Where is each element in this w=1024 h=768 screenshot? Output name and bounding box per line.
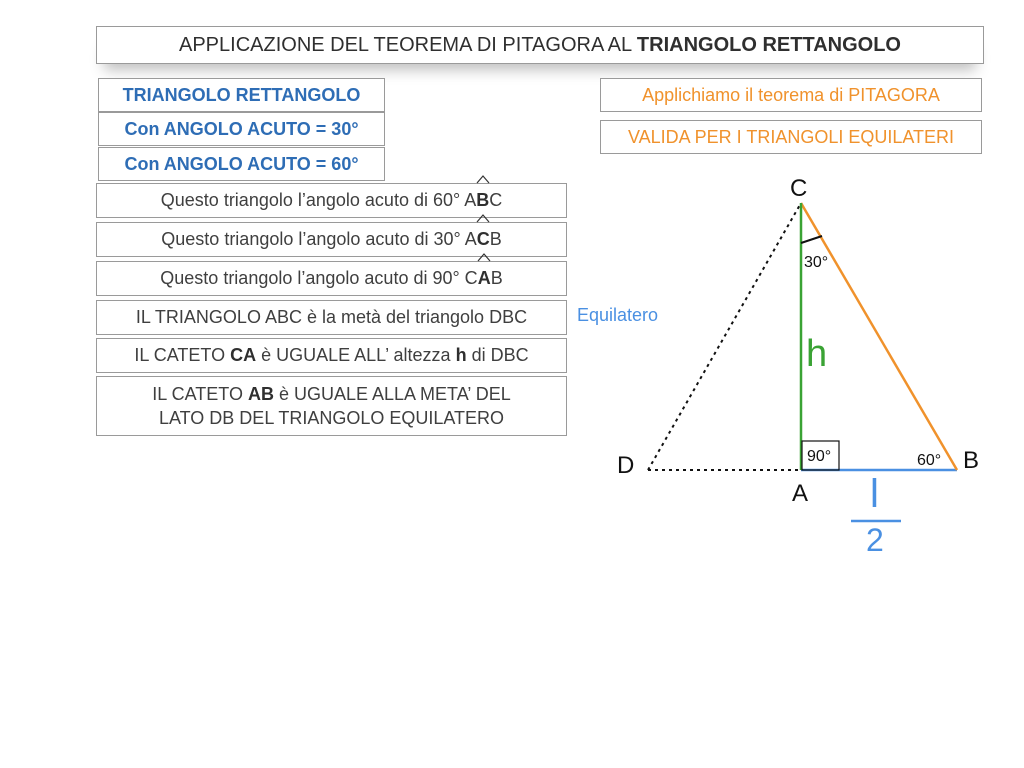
row3-end: B: [490, 268, 503, 288]
vertex-b-label: B: [963, 447, 980, 474]
row2-text: Questo triangolo l’angolo acuto di 30° A: [161, 229, 477, 249]
fraction-denominator: 2: [866, 522, 884, 558]
angle-c-label: 30°: [804, 254, 829, 271]
vertex-c-label: C: [790, 175, 808, 202]
row5-e: di DBC: [466, 345, 529, 365]
row3-vertex-letter: A: [477, 268, 491, 288]
row5-c: è UGUALE ALL’ altezza: [256, 345, 456, 365]
apply-text: Applichiamo il teorema di PITAGORA: [642, 84, 940, 105]
row6-c: è UGUALE ALLA META’ DEL: [273, 384, 511, 404]
dashed-side-dc: [648, 203, 801, 470]
angle-30-text: Con ANGOLO ACUTO = 30°: [124, 118, 359, 139]
title-bold: TRIANGOLO RETTANGOLO: [636, 33, 901, 56]
angle-a-label: 90°: [807, 448, 832, 465]
row6-b: AB: [247, 384, 274, 404]
row6-line2: LATO DB DEL TRIANGOLO EQUILATERO: [158, 408, 505, 428]
heading-text: TRIANGOLO RETTANGOLO: [122, 84, 361, 105]
angle-b-label: 60°: [917, 452, 942, 469]
row4-text: IL TRIANGOLO ABC è la metà del triangolo DBC: [135, 307, 528, 327]
label-equilatero: Equilatero: [577, 305, 659, 325]
row1-text: Questo triangolo l’angolo acuto di 60° A: [160, 190, 477, 210]
row5-a: IL CATETO: [134, 345, 231, 365]
row3-text: Questo triangolo l’angolo acuto di 90° C: [160, 268, 478, 288]
row1-end: C: [489, 190, 503, 210]
row6-a: IL CATETO: [152, 384, 248, 404]
angle-60-text: Con ANGOLO ACUTO = 60°: [124, 153, 359, 174]
valid-text: VALIDA PER I TRIANGOLI EQUILATERI: [627, 126, 955, 147]
vertex-d-label: D: [617, 452, 635, 479]
angle-c-arc: [801, 236, 822, 243]
title-prefix: APPLICAZIONE DEL TEOREMA DI PITAGORA AL: [179, 33, 637, 56]
row2-vertex-letter: C: [476, 229, 490, 249]
row2-end: B: [489, 229, 502, 249]
height-label: h: [806, 333, 828, 375]
row5-d: h: [455, 345, 467, 365]
vertex-a-label: A: [792, 480, 809, 507]
fraction-numerator: l: [870, 472, 879, 516]
row5-b: CA: [230, 345, 257, 365]
row1-vertex-letter: B: [476, 190, 490, 210]
